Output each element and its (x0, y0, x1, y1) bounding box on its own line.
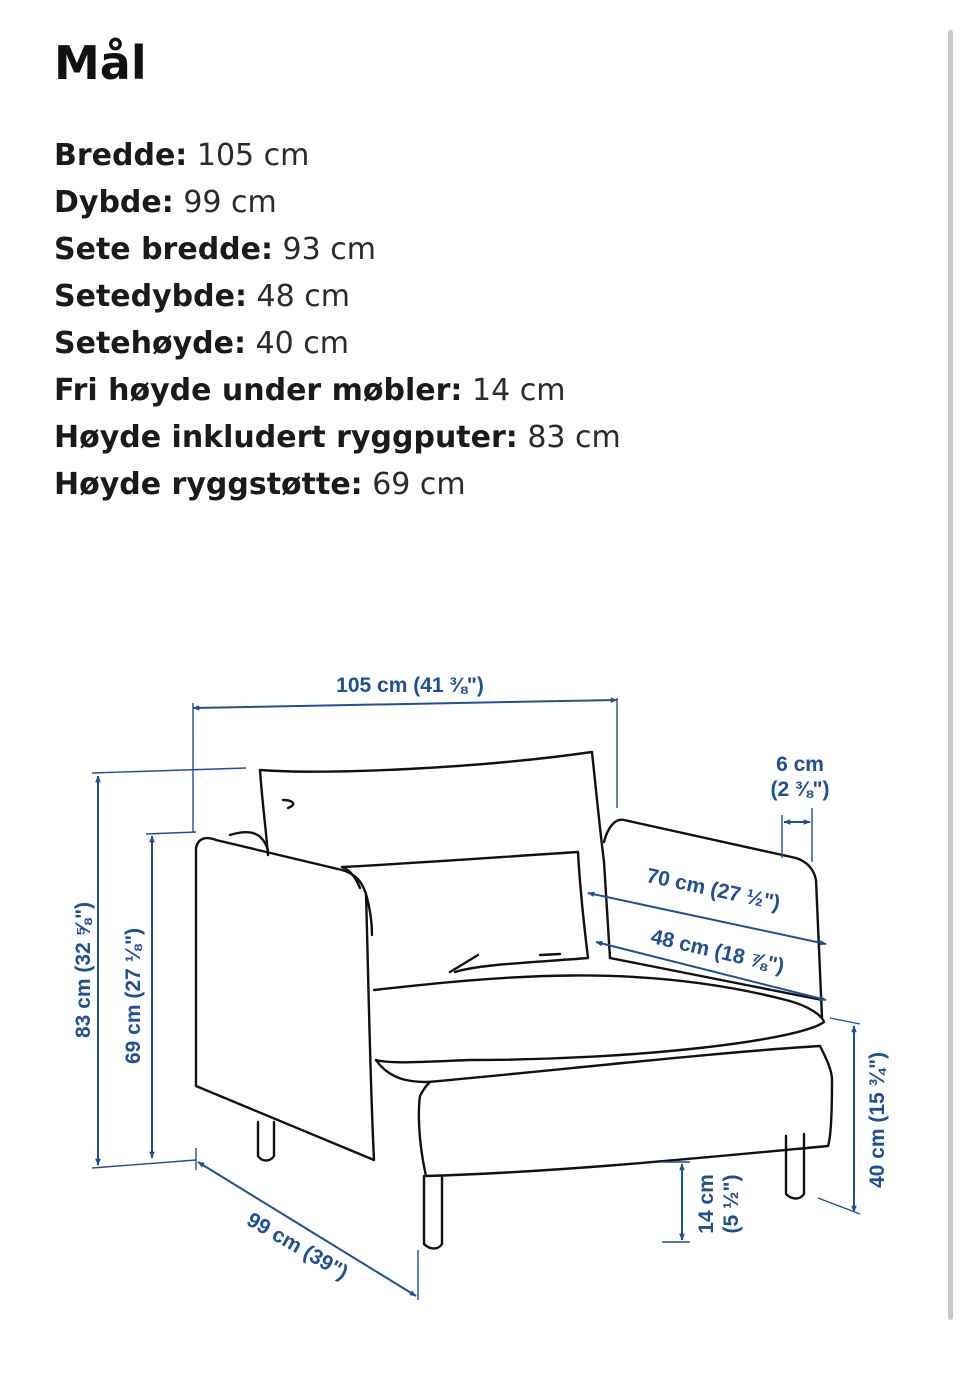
armrest-label-cm: 6 cm (776, 753, 824, 776)
spec-depth (54, 181, 621, 228)
spec-value: 105 cm (196, 138, 310, 173)
armrest-label-in: (2 ⅜") (770, 778, 830, 801)
spec-seat-height (54, 322, 621, 369)
seat-base (376, 1046, 832, 1176)
depth-dimension-line (198, 1162, 416, 1296)
back-cushion-crease (283, 800, 293, 808)
spec-label: Fri høyde under møbler: (54, 373, 463, 408)
spec-value: 93 cm (282, 232, 376, 267)
spec-value: 69 cm (372, 467, 466, 502)
spec-seat-depth (54, 275, 621, 322)
height-back-label: 69 cm (27 ⅛") (122, 927, 145, 1065)
spec-clearance (54, 369, 621, 416)
seat-cushion (374, 975, 824, 1062)
dimension-lines (92, 698, 860, 1300)
spec-height-incl-cushions (54, 416, 621, 463)
clearance-label-in: (5 ½") (720, 1174, 743, 1234)
seat-height-label: 40 cm (15 ¾") (866, 1051, 889, 1189)
spec-width (54, 134, 621, 181)
height-total-label: 83 cm (32 ⅝") (72, 901, 95, 1039)
width-dimension-line (193, 700, 617, 708)
dimension-list (54, 134, 621, 510)
spec-label: Bredde: (54, 138, 188, 173)
page-title: Mål (54, 36, 147, 90)
spec-label: Høyde ryggstøtte: (54, 467, 363, 502)
spec-value: 99 cm (183, 185, 277, 220)
depth-label: 99 cm (39") (242, 1208, 352, 1285)
back-frame (230, 832, 610, 958)
leg-right (786, 1134, 804, 1199)
leg-front-center (424, 1176, 442, 1249)
spec-backrest-height (54, 463, 621, 510)
spec-label: Setehøyde: (54, 326, 246, 361)
leg-front-left (258, 1122, 274, 1161)
armchair-dimension-diagram (0, 640, 960, 1360)
seat-width-dimension-line (588, 893, 826, 944)
spec-label: Høyde inkludert ryggputer: (54, 420, 518, 455)
spec-value: 40 cm (255, 326, 349, 361)
spec-label: Sete bredde: (54, 232, 273, 267)
back-cushion (260, 752, 604, 862)
width-label: 105 cm (41 ⅜") (336, 674, 484, 697)
spec-label: Setedybde: (54, 279, 247, 314)
spec-label: Dybde: (54, 185, 174, 220)
armchair-drawing (196, 752, 832, 1249)
spec-value: 83 cm (527, 420, 621, 455)
spec-value: 14 cm (471, 373, 566, 408)
clearance-label-cm: 14 cm (695, 1174, 718, 1234)
spec-value: 48 cm (256, 279, 350, 314)
seat-width-label: 70 cm (27 ½") (644, 864, 783, 916)
spec-seat-width (54, 228, 621, 275)
seat-depth-label: 48 cm (18 ⅞") (648, 925, 787, 979)
left-armrest (196, 838, 374, 1160)
